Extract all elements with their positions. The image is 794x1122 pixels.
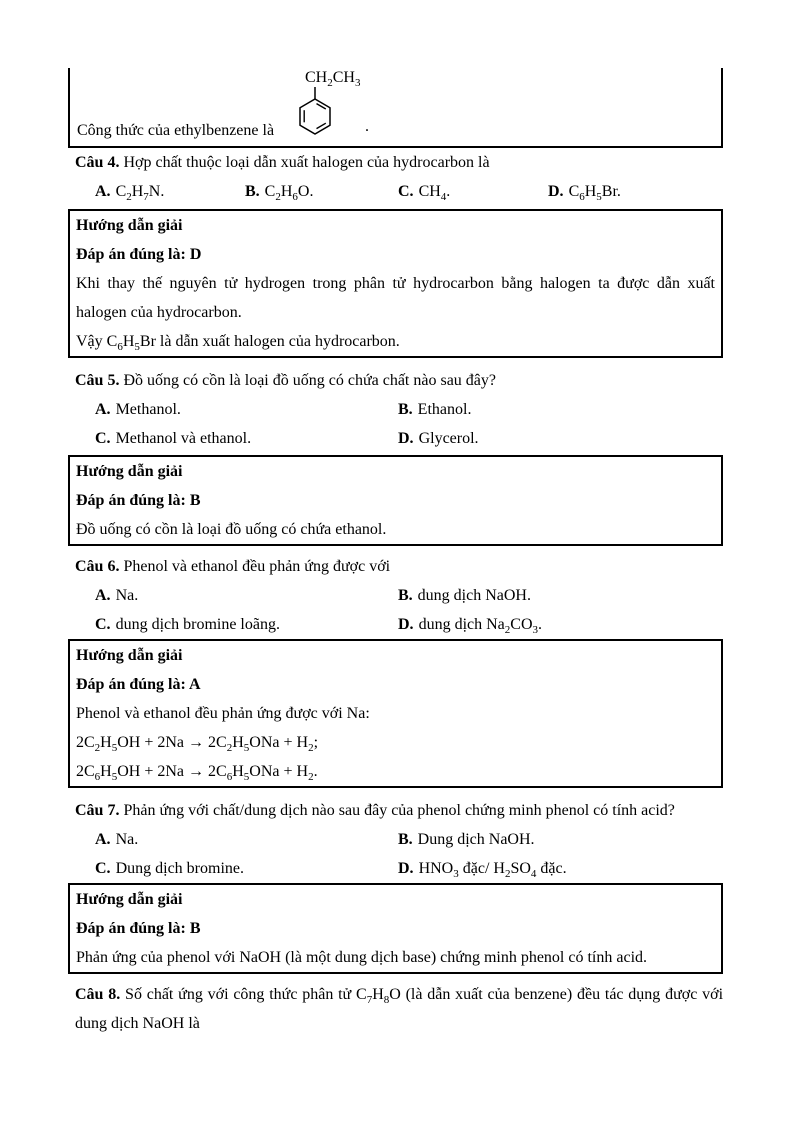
option-text: $CH_4$.: [418, 183, 451, 204]
question-6-option-d: [398, 610, 723, 639]
option-text: Dung dịch NaOH.: [417, 831, 535, 848]
question-7-text: Phản ứng với chất/dung dịch nào sau đây của phenol chứng minh phenol có tính acid?: [123, 802, 675, 819]
question-6-option-c: [95, 610, 398, 639]
ethyl-group-label: $CH_2CH_3$: [305, 69, 361, 90]
option-letter: B.: [398, 587, 413, 604]
question-4-option-a: [95, 177, 245, 206]
solution-line: Đồ uống có cồn là loại đồ uống có chứa ethanol.: [76, 521, 387, 538]
option-text: Glycerol.: [418, 430, 479, 447]
question-7-option-c: [95, 854, 398, 883]
option-letter: C.: [398, 183, 414, 200]
option-letter: A.: [95, 831, 111, 848]
equation-line: $2C_6H_5OH + 2Na \to 2C_6H_5ONa + H_2$.: [76, 763, 318, 784]
solution-box-question-7: [68, 883, 723, 974]
option-letter: B.: [398, 401, 413, 418]
question-7-options: [68, 825, 723, 883]
solution-line: Phản ứng của phenol với NaOH (là một dung dịch base) chứng minh phenol có tính acid.: [76, 949, 648, 966]
question-4-number: Câu 4.: [75, 154, 120, 171]
solution-heading: Hướng dẫn giải: [76, 891, 183, 908]
benzene-ring-icon: [297, 87, 333, 135]
question-5-line: [68, 366, 723, 395]
option-text: dung dịch NaOH.: [417, 587, 531, 604]
solution-box-question-5: [68, 455, 723, 546]
option-letter: D.: [398, 860, 414, 877]
solution-box-question-4: [68, 209, 723, 358]
option-letter: A.: [95, 401, 111, 418]
solution-line: Khi thay thế nguyên tử hydrogen trong phân tử hydrocarbon bằng halogen ta được dẫn xuất halogen của hydrocarbon.: [76, 275, 715, 321]
question-7-option-b: [398, 825, 723, 854]
option-text: $HNO_3$ đặc/ $H_2SO_4$ đặc.: [418, 860, 567, 881]
question-5-option-d: [398, 424, 723, 453]
option-text: $C_2H_7N$.: [115, 183, 165, 204]
question-7-number: Câu 7.: [75, 802, 120, 819]
option-letter: C.: [95, 430, 111, 447]
question-5-number: Câu 5.: [75, 372, 120, 389]
option-letter: C.: [95, 616, 111, 633]
question-4-option-b: [245, 177, 398, 206]
option-letter: B.: [245, 183, 260, 200]
answer-line: Đáp án đúng là: B: [76, 492, 201, 509]
equation-line: $2C_2H_5OH + 2Na \to 2C_2H_5ONa + H_2$;: [76, 734, 319, 755]
figure-box: [68, 68, 723, 148]
question-8-line: [68, 980, 723, 1038]
answer-line: Đáp án đúng là: B: [76, 920, 201, 937]
question-6-text: Phenol và ethanol đều phản ứng được với: [123, 558, 391, 575]
option-text: Methanol và ethanol.: [115, 430, 252, 447]
figure-period: .: [365, 118, 369, 135]
question-6-option-a: [95, 581, 398, 610]
question-6-number: Câu 6.: [75, 558, 120, 575]
option-text: Ethanol.: [417, 401, 472, 418]
option-text: $C_6H_5Br$.: [568, 183, 621, 204]
question-7-option-a: [95, 825, 398, 854]
question-5-option-b: [398, 395, 723, 424]
question-4-option-c: [398, 177, 548, 206]
solution-heading: Hướng dẫn giải: [76, 217, 183, 234]
option-letter: D.: [398, 430, 414, 447]
option-text: Methanol.: [115, 401, 181, 418]
page-content: [68, 0, 723, 1038]
figure-caption: Công thức của ethylbenzene là: [77, 122, 275, 139]
question-7-line: [68, 796, 723, 825]
question-6-options: [68, 581, 723, 639]
solution-heading: Hướng dẫn giải: [76, 647, 183, 664]
question-4-line: [68, 148, 723, 177]
question-8-text: Số chất ứng với công thức phân tử $C_7H_8O$ (là dẫn xuất của benzene) đều tác dụng được với dung dịch NaOH là: [75, 986, 724, 1032]
question-4-options: [68, 177, 723, 206]
answer-line: Đáp án đúng là: A: [76, 676, 201, 693]
question-4-option-d: [548, 177, 723, 206]
question-5-text: Đồ uống có cồn là loại đồ uống có chứa chất nào sau đây?: [123, 372, 497, 389]
option-text: $C_2H_6O$.: [264, 183, 314, 204]
option-text: Dung dịch bromine.: [115, 860, 244, 877]
answer-line: Đáp án đúng là: D: [76, 246, 202, 263]
option-text: dung dịch bromine loãng.: [115, 616, 280, 633]
question-6-option-b: [398, 581, 723, 610]
question-6-line: [68, 552, 723, 581]
question-5-option-a: [95, 395, 398, 424]
solution-heading: Hướng dẫn giải: [76, 463, 183, 480]
option-text: dung dịch $Na_2CO_3$.: [418, 616, 542, 637]
option-text: Na.: [115, 831, 139, 848]
option-text: Na.: [115, 587, 139, 604]
option-letter: D.: [398, 616, 414, 633]
option-letter: A.: [95, 183, 111, 200]
option-letter: C.: [95, 860, 111, 877]
option-letter: B.: [398, 831, 413, 848]
solution-line: Vậy $C_6H_5Br$ là dẫn xuất halogen của hydrocarbon.: [76, 333, 400, 354]
solution-box-question-6: [68, 639, 723, 788]
question-4-text: Hợp chất thuộc loại dẫn xuất halogen của hydrocarbon là: [123, 154, 490, 171]
question-5-options: [68, 395, 723, 453]
question-8-number: Câu 8.: [75, 986, 121, 1003]
question-5-option-c: [95, 424, 398, 453]
option-letter: D.: [548, 183, 564, 200]
question-7-option-d: [398, 854, 723, 883]
option-letter: A.: [95, 587, 111, 604]
solution-line: Phenol và ethanol đều phản ứng được với Na:: [76, 705, 370, 722]
